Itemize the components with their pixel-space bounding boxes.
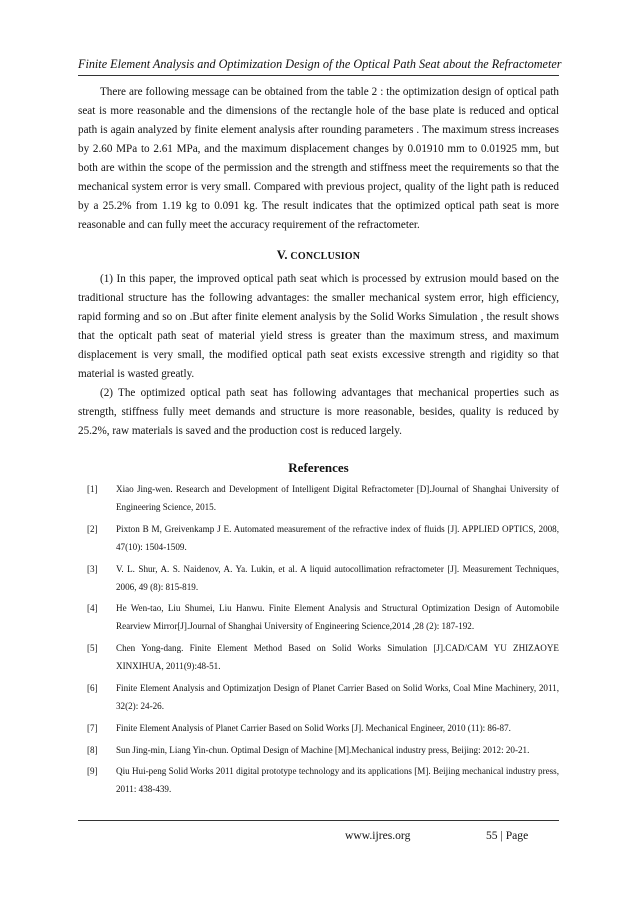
reference-text: Xiao Jing-wen. Research and Development of Intelligent Digital Refractometer [D].Journal of Shanghai University of Engineering Science, 2015. [116,484,559,512]
running-header: Finite Element Analysis and Optimization Design of the Optical Path Seat about the Refractometer [78,57,562,71]
reference-number: [2] [87,523,98,534]
reference-number: [6] [87,682,98,693]
conclusion-paragraph-1: (1) In this paper, the improved optical path seat which is processed by extrusion mould based on the traditional structure has the following advantages: the smaller mechanical system error, high efficiency, rapid forming and so on .But after finite element analysis by the Solid Works Simulation , the result shows that the opticalt path seat of material yield stress is greater than the maximum stress, and maximum displacement is very small, the modified optical path seat exists excessive strength and rigidity so that material is wasted greatly. [78,273,559,380]
reference-item [78,639,559,675]
reference-item [78,520,559,556]
reference-text: Sun Jing-min, Liang Yin-chun. Optimal Design of Machine [M].Mechanical industry press, Beijing: 2012: 20-21. [116,744,530,755]
reference-number: [1] [87,484,98,494]
conclusion-heading-number: V. [276,248,288,262]
references-heading: References [288,460,349,475]
reference-text: Finite Element Analysis and Optimizatjon Design of Planet Carrier Based on Solid Works, Coal Mine Machinery, 2011, 32(2): 24-26. [116,682,559,711]
reference-text: Qiu Hui-peng Solid Works 2011 digital prototype technology and its applications [M]. Beijing mechanical industry press, 2011: 438-439. [116,766,559,795]
reference-number: [3] [87,563,98,574]
intro-paragraph: There are following message can be obtained from the table 2 : the optimization design of optical path seat is more reasonable and the dimensions of the rectangle hole of the base plate is reduced and optical path is again analyzed by finite element analysis after rounding parameters . The maximum stress increases by 2.60 MPa to 2.61 MPa, and the maximum displacement changes by 0.01910 mm to 0.01925 mm, but both are within the scope of the permission and the strength and stiffness meet the requirements so that the mechanical system error is very small. Compared with previous project, quality of the light path is reduced by a 25.2% from 1.19 kg to 0.091 kg. The result indicates that the optimized optical path seat is more reasonable and can fully meet the accuracy requirement of the refractometer. [78,86,559,231]
reference-item [78,560,559,596]
header-rule [78,75,559,76]
reference-item [78,480,559,516]
reference-text: Finite Element Analysis of Planet Carrier Based on Solid Works [J]. Mechanical Engineer, 2010 (11): 86-87. [116,722,511,733]
reference-list [78,480,559,798]
reference-item [78,599,559,635]
reference-item [78,741,559,759]
page-number: 55 | Page [486,829,529,842]
reference-text: Chen Yong-dang. Finite Element Method Based on Solid Works Simulation [J].CAD/CAM YU ZHIZAOYE XINXIHUA, 2011(9):48-51. [116,643,559,672]
conclusion-heading [78,248,559,263]
reference-text: V. L. Shur, A. S. Naidenov, A. Ya. Lukin, et al. A liquid autocollimation refractometer [J]. Measurement Techniques, 2006, 49 (8): 815-819. [116,563,559,592]
reference-number: [7] [87,722,98,733]
conclusion-paragraph-2: (2) The optimized optical path seat has following advantages that mechanical properties such as strength, stiffness fully meet demands and structure is more reasonable, besides, quality is reduced by 25.2%, raw materials is saved and the production cost is reduced largely. [78,387,559,437]
reference-item [78,719,559,737]
reference-text: He Wen-tao, Liu Shumei, Liu Hanwu. Finite Element Analysis and Structural Optimization Design of Automobile Rearview Mirror[J].Journal of Shanghai University of Engineering Science,2014 ,28 (2): 187-192. [116,603,559,632]
reference-number: [9] [87,766,98,777]
footer-url[interactable]: www.ijres.org [345,829,411,842]
reference-number: [5] [87,643,98,654]
reference-number: [4] [87,603,98,614]
reference-item [78,679,559,715]
reference-text: Pixton B M, Greivenkamp J E. Automated measurement of the refractive index of fluids [J]. APPLIED OPTICS, 2008, 47(10): 1504-1509. [116,523,559,552]
footer-rule [78,820,559,821]
conclusion-heading-text: CONCLUSION [290,251,361,262]
reference-item [78,762,559,798]
reference-number: [8] [87,744,98,755]
page-body [78,83,559,802]
